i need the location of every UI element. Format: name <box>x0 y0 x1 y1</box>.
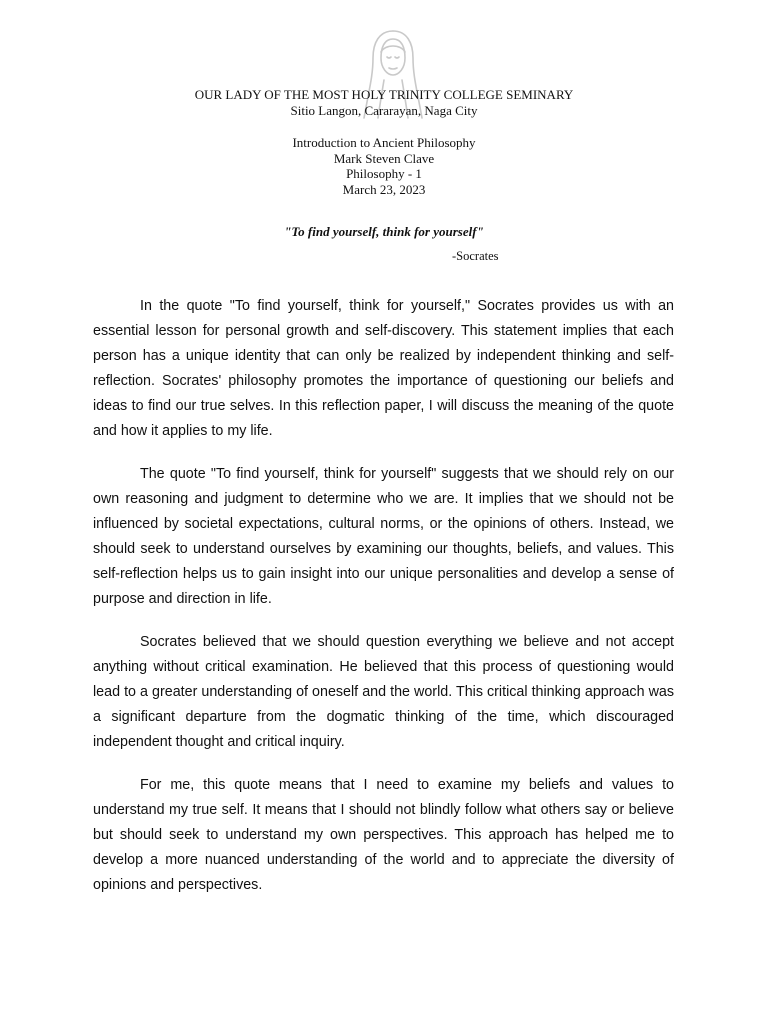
institution-name: OUR LADY OF THE MOST HOLY TRINITY COLLEGE SEMINARY <box>194 87 574 102</box>
subject-label: Philosophy - 1 <box>346 166 422 181</box>
paragraph: For me, this quote means that I need to examine my beliefs and values to understand my true self. It means that I should not blindly follow what others say or believe but should seek to understand my own perspectives. This approach has helped me to develop a more nuanced understanding of the world and to appreciate the diversity of opinions and perspectives. <box>93 777 674 893</box>
document-date: March 23, 2023 <box>342 181 426 197</box>
institution-address: Sitio Langon, Cararayan, Naga City <box>290 102 478 118</box>
paragraph: The quote "To find yourself, think for yourself" suggests that we should rely on our own reasoning and judgment to determine who we are. It implies that we should not be influenced by societal expectations, cultural norms, or the opinions of others. Instead, we should seek to understand ourselves by examining our thoughts, beliefs, and values. This self-reflection helps us to gain insight into our unique personalities and develop a sense of purpose and direction in life. <box>93 466 674 607</box>
document-header <box>0 87 768 197</box>
author-name: Mark Steven Clave <box>333 150 435 166</box>
course-title: Introduction to Ancient Philosophy <box>292 135 476 150</box>
quote-text: "To find yourself, think for yourself" <box>284 224 484 239</box>
quote-attribution: -Socrates <box>452 249 499 263</box>
paragraph: Socrates believed that we should question everything we believe and not accept anything without critical examination. He believed that this process of questioning would lead to a greater understanding of oneself and the world. This critical thinking approach was a significant departure from the dogmatic thinking of the time, which discouraged independent thought and critical inquiry. <box>93 634 674 750</box>
essay-body <box>93 294 674 916</box>
paragraph: In the quote "To find yourself, think for yourself," Socrates provides us with an essential lesson for personal growth and self-discovery. This statement implies that each person has a unique identity that can only be realized by independent thinking and self-reflection. Socrates' philosophy promotes the importance of questioning our beliefs and ideas to find our true selves. In this reflection paper, I will discuss the meaning of the quote and how it applies to my life. <box>93 298 674 439</box>
